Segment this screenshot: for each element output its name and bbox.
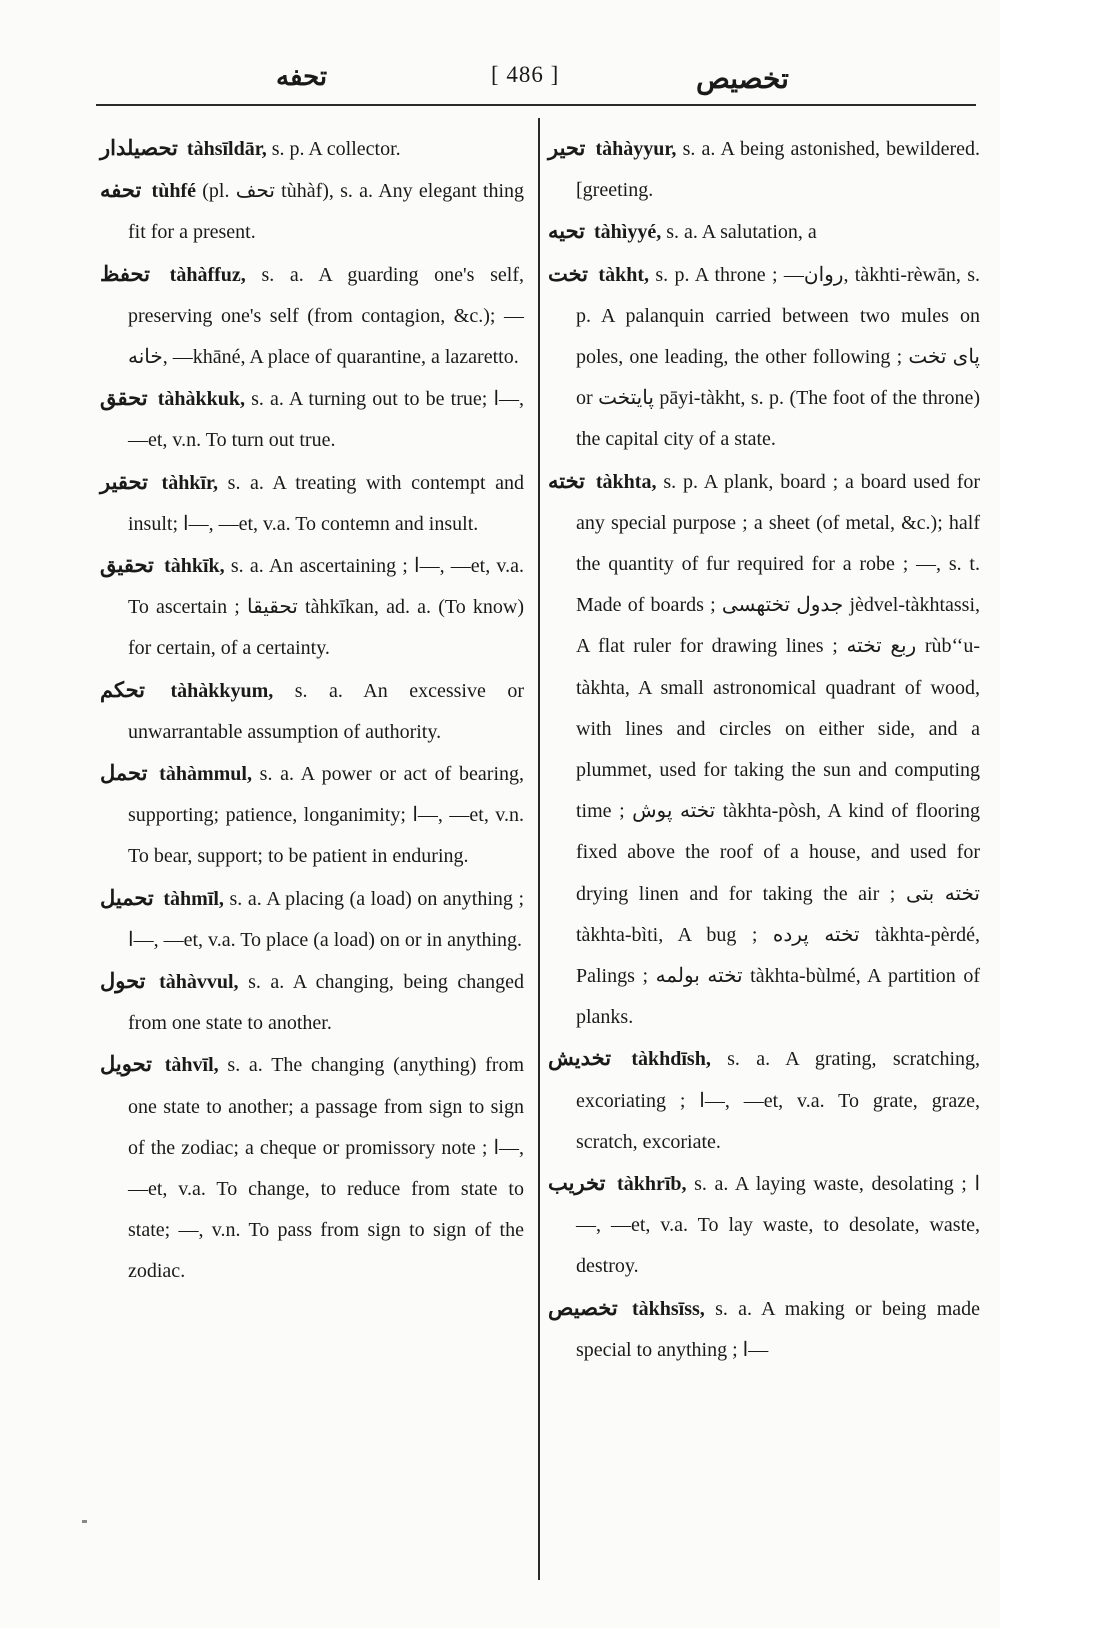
entry-headword: tàkhdīsh, xyxy=(631,1048,711,1071)
entry-headword: tàhàvvul, xyxy=(159,971,239,994)
dictionary-entry xyxy=(548,1288,980,1371)
scan-speck xyxy=(82,1520,87,1523)
entry-definition: s. a. A guarding one's self, preserving one's self (from contagion, &c.); —خانه, —khāné, A place of quarantine, a lazaretto. xyxy=(128,263,524,369)
entry-arabic: تحصیلدار xyxy=(100,136,178,160)
entry-arabic: تخته xyxy=(548,468,585,493)
entry-definition: s. p. A plank, board ; a board used for any special purpose ; a sheet (of metal, &c.); half the quantity of fur required for a robe ; —, s. t. Made of boards ; جدول تختهسی jèdvel-tàkhtassi, A flat ruler for drawing lines ; ربع تخته rùb‘‘u-tàkhta, A small astronomical quadrant of wood, with lines and circles on either side, and a plummet, used for taking the sun and computing time ; تخته پوش tàkhta-pòsh, A kind of flooring fixed above the roof of a house, and used for drying linen and for taking the air ; تخته بتی tàkhta-bìti, A bug ; تخته پرده tàkhta-pèrdé, Palings ; تخته بولمه tàkhta-bùlmé, A partition of planks. xyxy=(576,470,981,1029)
dictionary-entry xyxy=(100,545,524,670)
left-column xyxy=(100,128,524,1293)
dictionary-entry xyxy=(548,461,980,1039)
dictionary-entry xyxy=(548,1163,980,1288)
entry-arabic: تحفه xyxy=(100,178,142,203)
entry-arabic: تحفظ xyxy=(100,261,150,286)
entry-headword: tàhàkkuk, xyxy=(157,388,245,411)
entry-arabic: تحیر xyxy=(548,136,586,160)
header-right-word: تخصيص xyxy=(696,64,789,95)
page-number: [ 486 ] xyxy=(491,62,560,87)
dictionary-entry xyxy=(100,878,524,961)
entry-definition: s. a. A making or being made special to anything ; ا— xyxy=(576,1297,981,1361)
entry-headword: tàhàmmul, xyxy=(159,763,252,786)
right-column xyxy=(548,128,980,1371)
dictionary-entry xyxy=(100,961,524,1044)
entry-definition: (pl. تحف tùhàf), s. a. Any elegant thing fit for a present. xyxy=(128,180,524,244)
entry-headword: tàhàffuz, xyxy=(169,263,246,286)
entry-arabic: تخریب xyxy=(548,1171,606,1196)
entry-definition: s. a. A being astonished, bewildered. [greeting. xyxy=(576,138,980,202)
entry-headword: tàhvīl, xyxy=(164,1054,219,1077)
entry-headword: tàkhrīb, xyxy=(617,1173,687,1196)
entry-definition: s. a. A salutation, a xyxy=(666,221,817,244)
dictionary-entry xyxy=(100,462,524,545)
dictionary-entry xyxy=(100,1044,524,1292)
dictionary-entry xyxy=(100,378,524,461)
dictionary-entry xyxy=(548,128,980,211)
header-rule xyxy=(96,104,976,106)
entry-definition: s. a. A treating with contempt and insult; ا—, —et, v.a. To contemn and insult. xyxy=(128,471,525,535)
dictionary-entry xyxy=(548,1038,980,1163)
entry-definition: s. a. A turning out to be true; ا—, —et, v.n. To turn out true. xyxy=(128,388,525,452)
entry-arabic: تحیه xyxy=(548,219,585,244)
dictionary-entry xyxy=(100,170,524,253)
entry-arabic: تحول xyxy=(100,969,146,994)
entry-definition: s. a. A power or act of bearing, supporting; patience, longanimity; ا—, —et, v.n. To bear, support; to be patient in enduring. xyxy=(128,763,525,868)
column-divider xyxy=(538,118,540,1580)
entry-headword: tàhìyyé, xyxy=(594,221,662,244)
entry-definition: s. a. A changing, being changed from one state to another. xyxy=(128,971,525,1035)
entry-headword: tàkht, xyxy=(598,263,649,286)
dictionary-entry xyxy=(548,254,980,461)
entry-arabic: تحمل xyxy=(100,761,148,786)
entry-definition: s. a. A grating, scratching, excoriating ; ا—, —et, v.a. To grate, graze, scratch, excoriate. xyxy=(576,1048,981,1153)
page-header xyxy=(96,58,976,98)
entry-headword: tàkhsīss, xyxy=(631,1297,705,1320)
dictionary-entry xyxy=(548,211,980,253)
entry-headword: tàkhta, xyxy=(595,470,657,493)
entry-definition: s. a. The changing (anything) from one state to another; a passage from sign to sign of the zodiac; a cheque or promissory note ; ا—, —et, v.a. To change, to reduce from state to state; —, v.n. To pass from sign to sign of the zodiac. xyxy=(128,1054,525,1283)
entry-headword: tàhkīk, xyxy=(164,555,225,578)
entry-arabic: تحکم xyxy=(100,677,145,702)
header-left-word: تحفه xyxy=(276,62,328,91)
entry-definition: s. p. A collector. xyxy=(271,138,401,160)
dictionary-entry xyxy=(100,128,524,170)
entry-headword: tàhkīr, xyxy=(161,471,219,494)
entry-arabic: تخصیص xyxy=(548,1295,618,1320)
entry-arabic: تحقیر xyxy=(100,469,148,494)
entry-definition: s. a. An excessive or unwarrantable assumption of authority. xyxy=(128,679,524,743)
entry-arabic: تحقق xyxy=(100,386,148,411)
entry-arabic: تحمیل xyxy=(100,885,154,910)
entry-arabic: تخدیش xyxy=(548,1046,612,1071)
dictionary-entry xyxy=(100,254,524,379)
dictionary-entry xyxy=(100,670,524,753)
entry-headword: tàhàyyur, xyxy=(595,138,677,160)
entry-definition: s. a. An ascertaining ; ا—, —et, v.a. To ascertain ; تحقیقا tàhkīkan, ad. a. (To know) for certain, of a certainty. xyxy=(128,555,525,660)
entry-definition: s. a. A laying waste, desolating ; ا—, —et, v.a. To lay waste, to desolate, waste, destroy. xyxy=(576,1173,981,1278)
entry-arabic: تحویل xyxy=(100,1052,152,1077)
entry-definition: s. a. A placing (a load) on anything ; ا—, —et, v.a. To place (a load) on or in anything. xyxy=(128,887,525,951)
entry-arabic: تحقیق xyxy=(100,553,154,578)
entry-headword: tàhsīldār, xyxy=(186,138,267,160)
entry-headword: tàhàkkyum, xyxy=(170,679,274,702)
dictionary-entry xyxy=(100,753,524,878)
entry-headword: tàhmīl, xyxy=(163,887,224,910)
entry-headword: tùhfé xyxy=(151,180,196,203)
entry-arabic: تخت xyxy=(548,261,589,286)
entry-definition: s. p. A throne ; —روان, tàkhti-rèwān, s. p. A palanquin carried between two mules on poles, one leading, the other following ; پای تخت or پایتخت pāyi-tàkht, s. p. (The foot of the throne) the capital city of a state. xyxy=(576,263,981,451)
